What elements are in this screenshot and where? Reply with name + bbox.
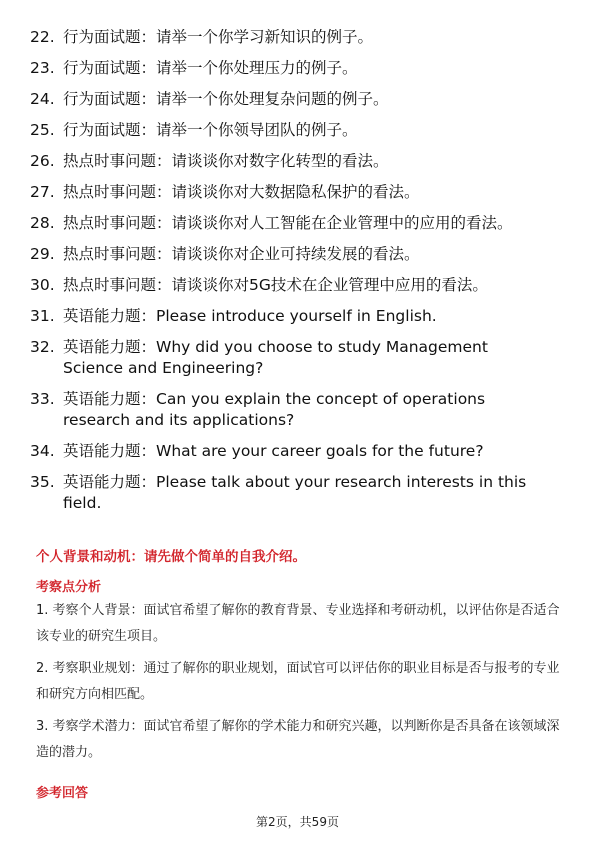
item-text: 热点时事问题：请谈谈你对5G技术在企业管理中应用的看法。	[63, 276, 488, 294]
list-item	[30, 389, 550, 431]
item-number: 23.	[30, 59, 55, 77]
item-text: 英语能力题：Why did you choose to study Management Science and Engineering?	[63, 338, 488, 377]
item-text: 英语能力题：What are your career goals for the future?	[63, 442, 484, 460]
item-text: 热点时事问题：请谈谈你对数字化转型的看法。	[63, 152, 389, 170]
item-number: 29.	[30, 245, 55, 263]
item-text: 英语能力题：Please introduce yourself in English.	[63, 307, 437, 325]
list-item	[30, 120, 550, 141]
list-item	[30, 89, 550, 110]
item-number: 24.	[30, 90, 55, 108]
item-number: 26.	[30, 152, 55, 170]
list-item	[30, 244, 550, 265]
list-item	[30, 58, 550, 79]
page-footer: 第2页，共59页	[256, 815, 339, 829]
analysis-point-2: 2. 考察职业规划：通过了解你的职业规划，面试官可以评估你的职业目标是否与报考的专业和研究方向相匹配。	[36, 661, 560, 702]
analysis-heading: 考察点分析	[36, 580, 102, 595]
list-item	[30, 337, 550, 379]
answer-heading: 参考回答	[36, 786, 89, 801]
list-item	[30, 27, 550, 48]
section-title: 个人背景和动机：请先做个简单的自我介绍。	[36, 549, 306, 565]
item-number: 34.	[30, 442, 55, 460]
list-item	[30, 182, 550, 203]
item-number: 33.	[30, 390, 55, 408]
item-number: 35.	[30, 473, 55, 491]
item-number: 30.	[30, 276, 55, 294]
item-text: 英语能力题：Can you explain the concept of operations research and its applications?	[63, 390, 486, 429]
list-item	[30, 306, 550, 327]
item-number: 32.	[30, 338, 55, 356]
list-item	[30, 213, 550, 234]
item-number: 22.	[30, 28, 55, 46]
question-list	[30, 27, 550, 524]
item-number: 25.	[30, 121, 55, 139]
item-number: 31.	[30, 307, 55, 325]
item-text: 行为面试题：请举一个你领导团队的例子。	[63, 121, 358, 139]
item-number: 28.	[30, 214, 55, 232]
list-item	[30, 441, 550, 462]
list-item	[30, 472, 550, 514]
item-text: 热点时事问题：请谈谈你对人工智能在企业管理中的应用的看法。	[63, 214, 513, 232]
item-text: 行为面试题：请举一个你处理复杂问题的例子。	[63, 90, 389, 108]
item-number: 27.	[30, 183, 55, 201]
item-text: 热点时事问题：请谈谈你对企业可持续发展的看法。	[63, 245, 420, 263]
item-text: 行为面试题：请举一个你处理压力的例子。	[63, 59, 358, 77]
list-item	[30, 275, 550, 296]
list-item	[30, 151, 550, 172]
item-text: 行为面试题：请举一个你学习新知识的例子。	[63, 28, 374, 46]
analysis-point-3: 3. 考察学术潜力：面试官希望了解你的学术能力和研究兴趣，以判断你是否具备在该领域深造的潜力。	[36, 719, 560, 760]
item-text: 英语能力题：Please talk about your research interests in this field.	[63, 473, 527, 512]
analysis-point-1: 1. 考察个人背景：面试官希望了解你的教育背景、专业选择和考研动机，以评估你是否适合该专业的研究生项目。	[36, 603, 560, 644]
item-text: 热点时事问题：请谈谈你对大数据隐私保护的看法。	[63, 183, 420, 201]
